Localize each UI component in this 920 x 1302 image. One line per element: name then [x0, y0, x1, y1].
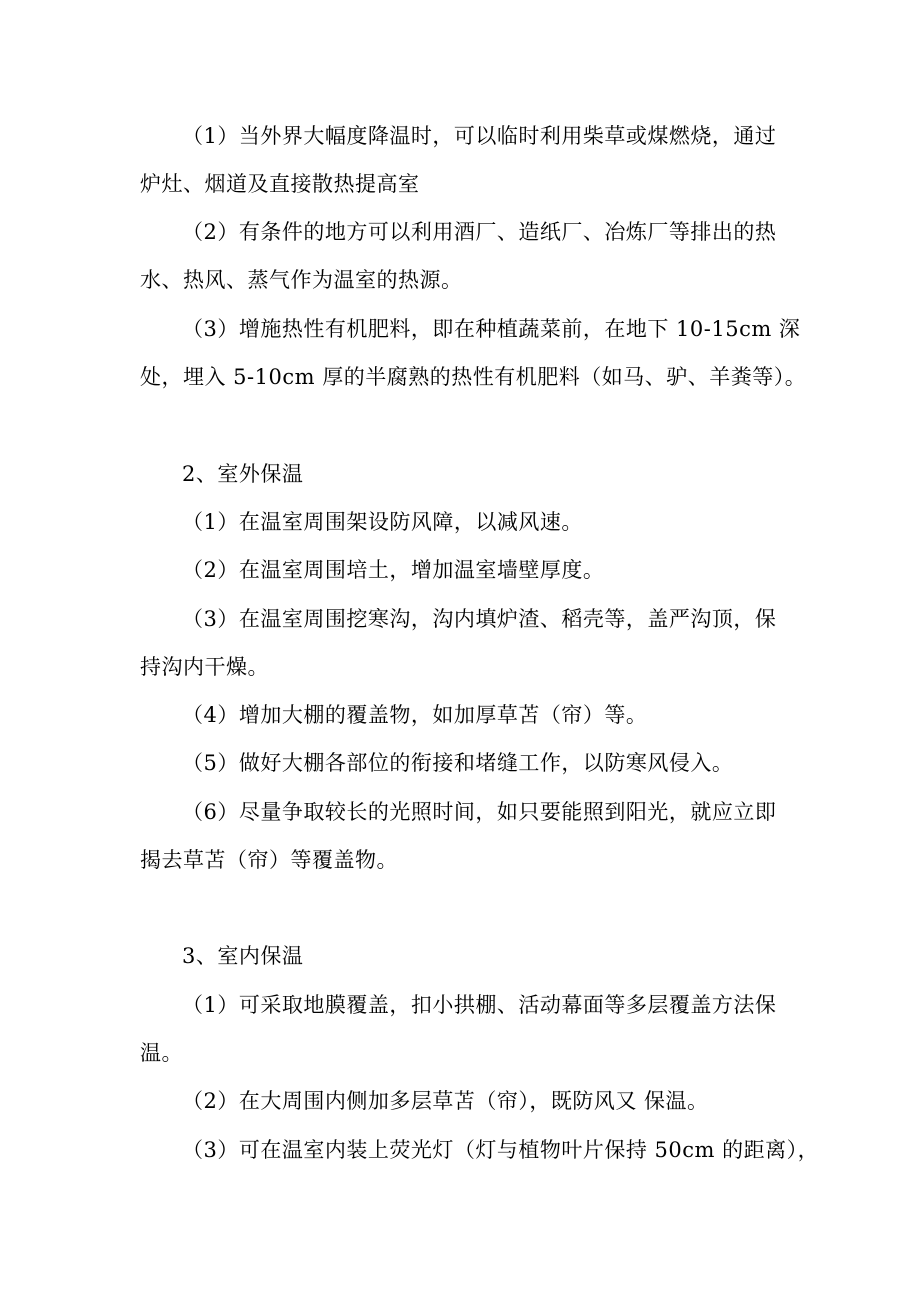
paragraph-line: 持沟内干燥。: [140, 655, 269, 679]
paragraph-line: （2）在温室周围培土，增加温室墙壁厚度。: [182, 558, 605, 582]
paragraph-line: 炉灶、烟道及直接散热提高室: [140, 172, 420, 196]
paragraph-line: （1）当外界大幅度降温时，可以临时利用柴草或煤燃烧，通过: [182, 124, 777, 148]
paragraph-line: （3）在温室周围挖寒沟，沟内填炉渣、稻壳等，盖严沟顶，保: [182, 607, 777, 631]
section-heading: 2、室外保温: [182, 462, 304, 486]
section-heading: 3、室内保温: [182, 944, 304, 968]
paragraph-line: （2）在大周围内侧加多层草苫（帘），既防风又 保温。: [182, 1089, 709, 1113]
paragraph-line: 处，埋入 5-10cm 厚的半腐熟的热性有机肥料（如马、驴、羊粪等）。: [140, 365, 807, 389]
paragraph-line: （3）可在温室内装上荧光灯（灯与植物叶片保持 50cm 的距离），: [182, 1138, 820, 1162]
paragraph-line: （6）尽量争取较长的光照时间，如只要能照到阳光，就应立即: [182, 800, 777, 824]
paragraph-line: （3）增施热性有机肥料，即在种植蔬菜前，在地下 10-15cm 深: [182, 317, 801, 341]
paragraph-line: （2）有条件的地方可以利用酒厂、造纸厂、冶炼厂等排出的热: [182, 220, 777, 244]
paragraph-line: 揭去草苫（帘）等覆盖物。: [140, 848, 398, 872]
paragraph-line: （1）可采取地膜覆盖，扣小拱棚、活动幕面等多层覆盖方法保: [182, 993, 777, 1017]
paragraph-line: 水、热风、蒸气作为温室的热源。: [140, 268, 463, 292]
paragraph-line: （1）在温室周围架设防风障，以减风速。: [182, 510, 583, 534]
paragraph-line: 温。: [140, 1041, 183, 1065]
paragraph-line: （5）做好大棚各部位的衔接和堵缝工作，以防寒风侵入。: [182, 751, 734, 775]
paragraph-line: （4）增加大棚的覆盖物，如加厚草苫（帘）等。: [182, 703, 648, 727]
